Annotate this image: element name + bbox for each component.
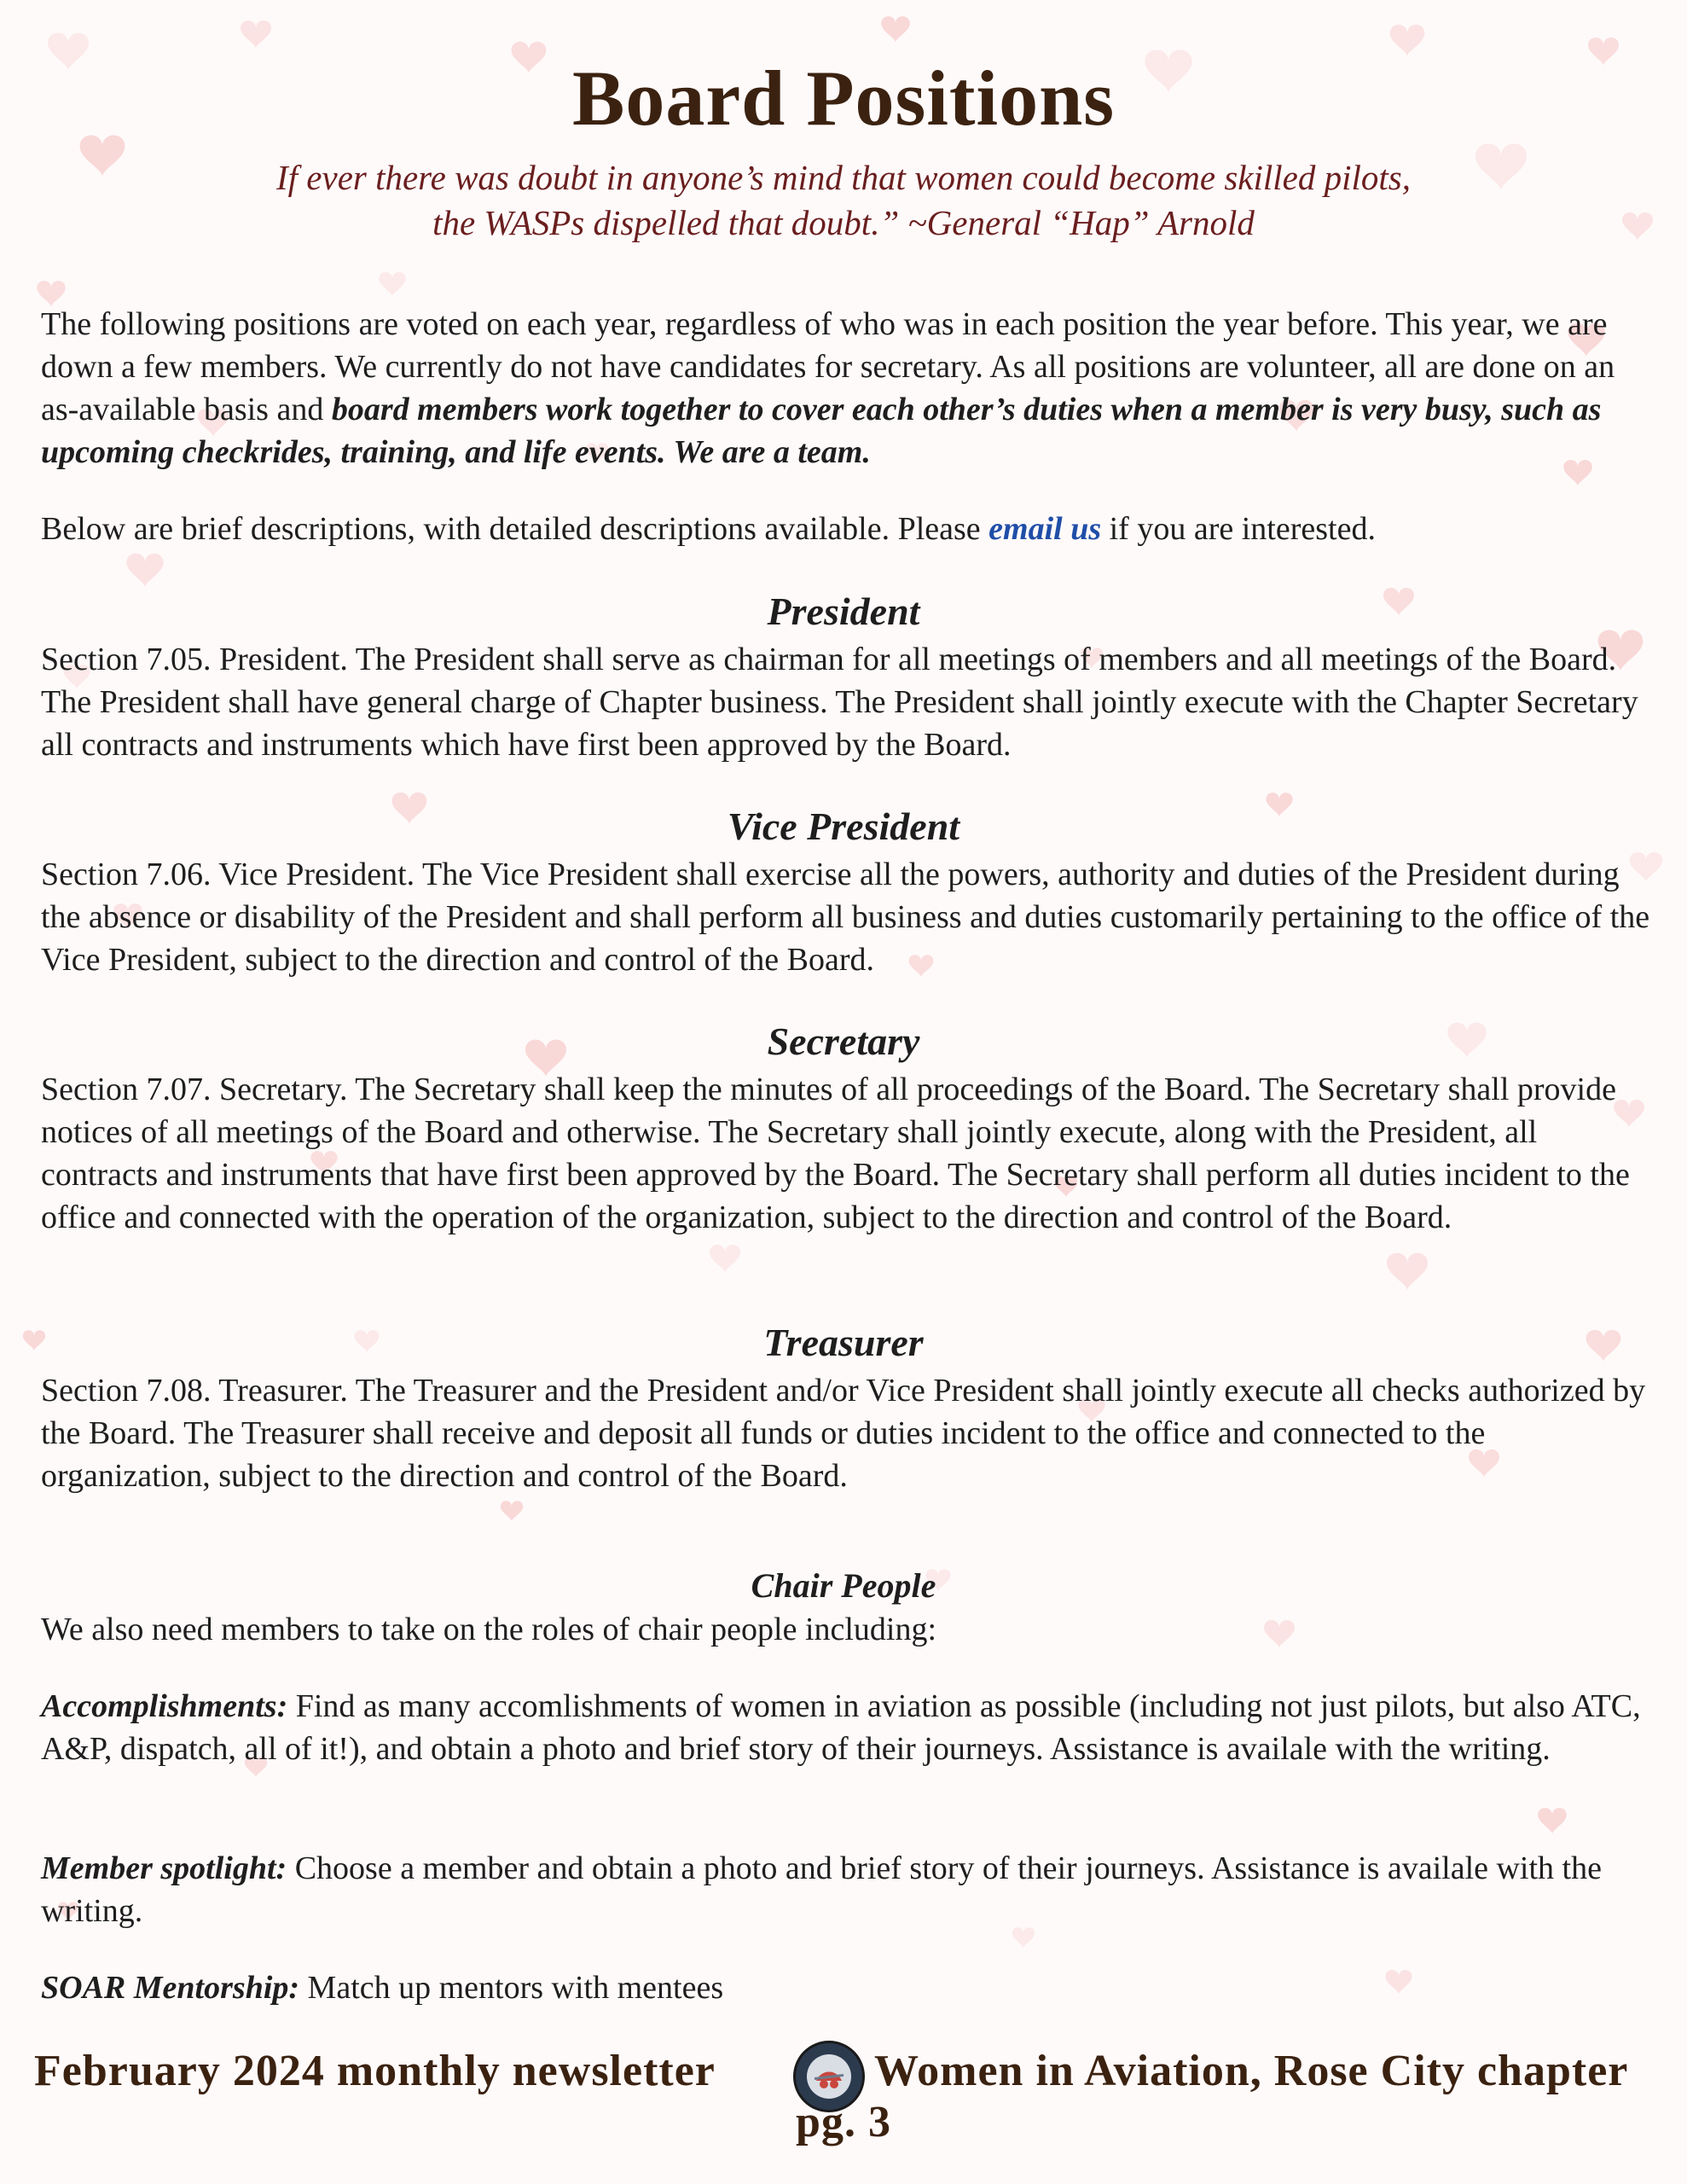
page-number: pg. 3 bbox=[796, 2098, 891, 2146]
chair-item-member-spotlight bbox=[41, 1847, 1653, 1932]
treasurer-description: Section 7.08. Treasurer. The Treasurer and the President and/or Vice President shall jointly execute all checks authorized by the Board. The Treasurer shall receive and deposit all funds or duties incident to the office and connected to the organization, subject to the direction and control of the Board. bbox=[41, 1373, 1646, 1494]
quote-line-2: the WASPs dispelled that doubt.” ~General “Hap” Arnold bbox=[432, 203, 1255, 242]
chair-item-text: Match up mentors with mentees bbox=[299, 1970, 724, 2006]
heart-icon bbox=[1387, 1253, 1428, 1291]
chair-item-label: Accomplishments: bbox=[41, 1688, 288, 1724]
quote-line-1: If ever there was doubt in anyone’s mind that women could become skilled pilots, bbox=[276, 158, 1411, 197]
heart-icon bbox=[241, 20, 271, 49]
quote bbox=[0, 155, 1687, 246]
vice-president-description: Section 7.06. Vice President. The Vice President shall exercise all the powers, authority and duties of the President during the absence or disability of the President and shall perform all business and duties customarily pertaining to the office of the Vice President, subject to the direction and control of the Board. bbox=[41, 857, 1650, 978]
footer-newsletter-date: February 2024 monthly newsletter bbox=[34, 2047, 716, 2095]
vice-president-heading: Vice President bbox=[727, 804, 960, 848]
contact-text-after: if you are interested. bbox=[1101, 511, 1376, 547]
contact-text-before: Below are brief descriptions, with detailed descriptions available. Please bbox=[41, 511, 989, 547]
president-description: Section 7.05. President. The President shall serve as chairman for all meetings of members and all meetings of the Board. The President shall have general charge of Chapter business. The President shall jointly execute with the Chapter Secretary all contracts and instruments which have first been approved by the Board. bbox=[41, 642, 1638, 763]
treasurer-heading: Treasurer bbox=[763, 1321, 924, 1364]
chair-item-accomplishments bbox=[41, 1685, 1653, 1770]
chair-people-intro: We also need members to take on the roles of chair people including: bbox=[41, 1612, 937, 1647]
chair-item-text: Find as many accomlishments of women in aviation as possible (including not just pilots, but also ATC, A&P, dispatch, all of it!), and obtain a photo and brief story of their journeys. Assistance is availale with the writing. bbox=[41, 1688, 1641, 1767]
email-us-link[interactable]: email us bbox=[988, 511, 1102, 547]
heart-icon bbox=[710, 1245, 740, 1273]
chair-people-heading: Chair People bbox=[751, 1566, 936, 1605]
heart-icon bbox=[1390, 25, 1425, 56]
page-title: Board Positions bbox=[571, 55, 1116, 142]
chair-item-label: SOAR Mentorship: bbox=[41, 1970, 300, 2006]
heart-icon bbox=[501, 1501, 523, 1521]
secretary-description: Section 7.07. Secretary. The Secretary shall keep the minutes of all proceedings of the Board. The Secretary shall provide notices of all meetings of the Board and otherwise. The Secretary shall jointly execute, along with the President, all contracts and instruments that have first been approved by the Board. The Secretary shall perform all duties incident to the office and connected with the operation of the organization, subject to the direction and control of the Board. bbox=[41, 1072, 1630, 1235]
contact-paragraph bbox=[41, 508, 1653, 550]
intro-text: The following positions are voted on each year, regardless of who was in each position the year before. This year, we are down a few members. We currently do not have candidates for secretary. As all positions are volunteer, all are done on an as-available basis and bbox=[41, 306, 1615, 427]
heart-icon bbox=[1538, 1808, 1567, 1834]
president-heading: President bbox=[767, 590, 920, 633]
heart-icon bbox=[126, 554, 163, 588]
chair-item-text: Choose a member and obtain a photo and brief story of their journeys. Assistance is availale with the writing. bbox=[41, 1850, 1602, 1929]
heart-icon bbox=[379, 272, 405, 297]
chair-item-label: Member spotlight: bbox=[41, 1850, 287, 1886]
footer-chapter-name: Women in Aviation, Rose City chapter bbox=[874, 2047, 1629, 2095]
intro-paragraph bbox=[41, 303, 1653, 473]
heart-icon bbox=[881, 16, 910, 43]
chair-item-soar-mentorship bbox=[41, 1966, 1653, 2009]
intro-emphasis: board members work together to cover each other’s duties when a member is very busy, such as upcoming checkrides, training, and life events. We are a team. bbox=[41, 392, 1602, 470]
secretary-heading: Secretary bbox=[767, 1019, 920, 1063]
